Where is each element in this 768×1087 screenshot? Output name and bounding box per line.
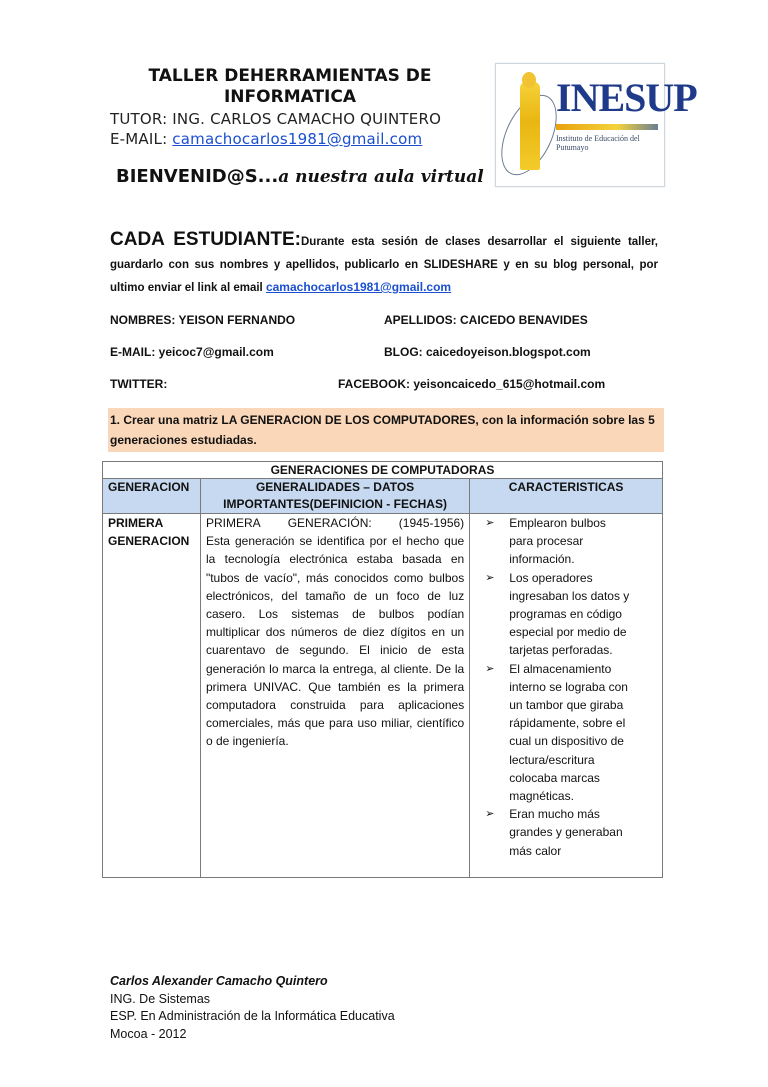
welcome-cursive: a nuestra aula virtual: [278, 167, 484, 187]
instructions-email-link[interactable]: camachocarlos1981@gmail.com: [265, 280, 452, 294]
list-item: [485, 805, 631, 860]
tutor-email-link[interactable]: camachocarlos1981@gmail.com: [172, 130, 423, 148]
logo-figure-icon: [520, 82, 540, 170]
footer-place-date: Mocoa - 2012: [110, 1026, 187, 1041]
list-item: [485, 660, 631, 806]
inesup-logo: [495, 63, 697, 187]
logo-wordmark: INESUP: [556, 75, 697, 120]
column-header-generalidades: GENERALIDADES – DATOS IMPORTANTES(DEFINICION - FECHAS): [200, 479, 469, 514]
student-email: E-MAIL: yeicoc7@gmail.com: [110, 345, 274, 359]
student-twitter: TWITTER:: [110, 377, 168, 391]
column-header-caracteristicas: CARACTERISTICAS: [470, 479, 663, 514]
arrow-bullet-icon: ➢: [485, 808, 495, 821]
title-line-1: TALLER DEHERRAMIENTAS DE: [148, 66, 432, 86]
email-label: E-MAIL:: [110, 130, 173, 148]
student-nombres: NOMBRES: YEISON FERNANDO: [110, 313, 296, 327]
description-heading-a: PRIMERA: [205, 516, 261, 530]
instructions-lead: CADA ESTUDIANTE:: [110, 229, 301, 250]
arrow-bullet-icon: ➢: [485, 517, 495, 529]
characteristic-text: El almacenamiento interno se lograba con un tambor que giraba rápidamente, sobre el cual un dispositivo de lectura/escritura colocaba marcas magnéticas.: [509, 661, 628, 804]
student-blog: BLOG: caicedoyeison.blogspot.com: [384, 345, 591, 359]
tutor-line: TUTOR: ING. CARLOS CAMACHO QUINTERO: [110, 110, 442, 128]
description-heading: [206, 514, 464, 532]
student-facebook: FACEBOOK: yeisoncaicedo_615@hotmail.com: [338, 377, 606, 391]
task-box: 1. Crear una matriz LA GENERACION DE LOS COMPUTADORES, con la información sobre las 5 generaciones estudiadas.: [108, 408, 664, 452]
generation-characteristics: [470, 514, 663, 878]
welcome-banner: [116, 166, 484, 187]
instructions-text: Durante esta sesión de clases desarrollar el siguiente taller, guardarlo con sus nombres y apellidos, publicarlo en SLIDESHARE y en su blog personal, por ultimo enviar el link al email: [110, 236, 658, 294]
description-heading-b: GENERACIÓN:: [287, 516, 372, 530]
student-apellidos: APELLIDOS: CAICEDO BENAVIDES: [384, 313, 588, 327]
characteristic-text: Los operadores ingresaban los datos y programas en código especial por medio de tarjetas perforadas.: [509, 570, 630, 658]
document-title: [110, 66, 470, 108]
footer-name: Carlos Alexander Camacho Quintero: [110, 974, 328, 988]
list-item: [485, 569, 631, 660]
description-heading-dates: (1945-1956): [398, 516, 465, 530]
characteristic-text: Eran mucho más grandes y generaban más calor: [509, 807, 623, 858]
table-caption: GENERACIONES DE COMPUTADORAS: [103, 462, 663, 479]
description-body: Esta generación se identifica por el hecho que la tecnología electrónica estaba basada en "tubos de vacío", más conocidos como bulbos electrónicos, del tamaño de un foco de luz casero. Los sistemas de bulbos podían multiplicar dos números de diez dígitos en un cuarentavo de segundo. El inicio de esta generación lo marca la entrega, al cliente. De la primera UNIVAC. Que también es la primera computadora construida para aplicaciones comerciales, más que para uso miliar, científico o de ingeniería.: [205, 534, 465, 749]
footer-specialty: ESP. En Administración de la Informática Educativa: [110, 1009, 395, 1023]
logo-bar: [556, 124, 658, 130]
footer-signature: [110, 973, 395, 1043]
logo-head-icon: [522, 72, 536, 88]
arrow-bullet-icon: ➢: [485, 571, 495, 584]
characteristics-list: [475, 514, 657, 860]
generations-table: [102, 461, 663, 878]
arrow-bullet-icon: ➢: [485, 662, 495, 675]
tutor-email-line: [110, 130, 422, 148]
generation-description: [200, 514, 469, 878]
list-item: [485, 514, 631, 569]
logo-subtitle: Instituto de Educación del Putumayo: [556, 134, 640, 152]
footer-title: ING. De Sistemas: [110, 991, 211, 1006]
title-line-2: INFORMATICA: [223, 87, 356, 107]
instructions-paragraph: [110, 229, 658, 299]
welcome-bold: BIENVENID@S...: [116, 166, 279, 187]
table-row: [103, 514, 663, 878]
column-header-generacion: GENERACION: [103, 479, 201, 514]
characteristic-text: Emplearon bulbos para procesar información.: [509, 516, 606, 567]
generation-name: PRIMERA GENERACION: [103, 514, 201, 878]
